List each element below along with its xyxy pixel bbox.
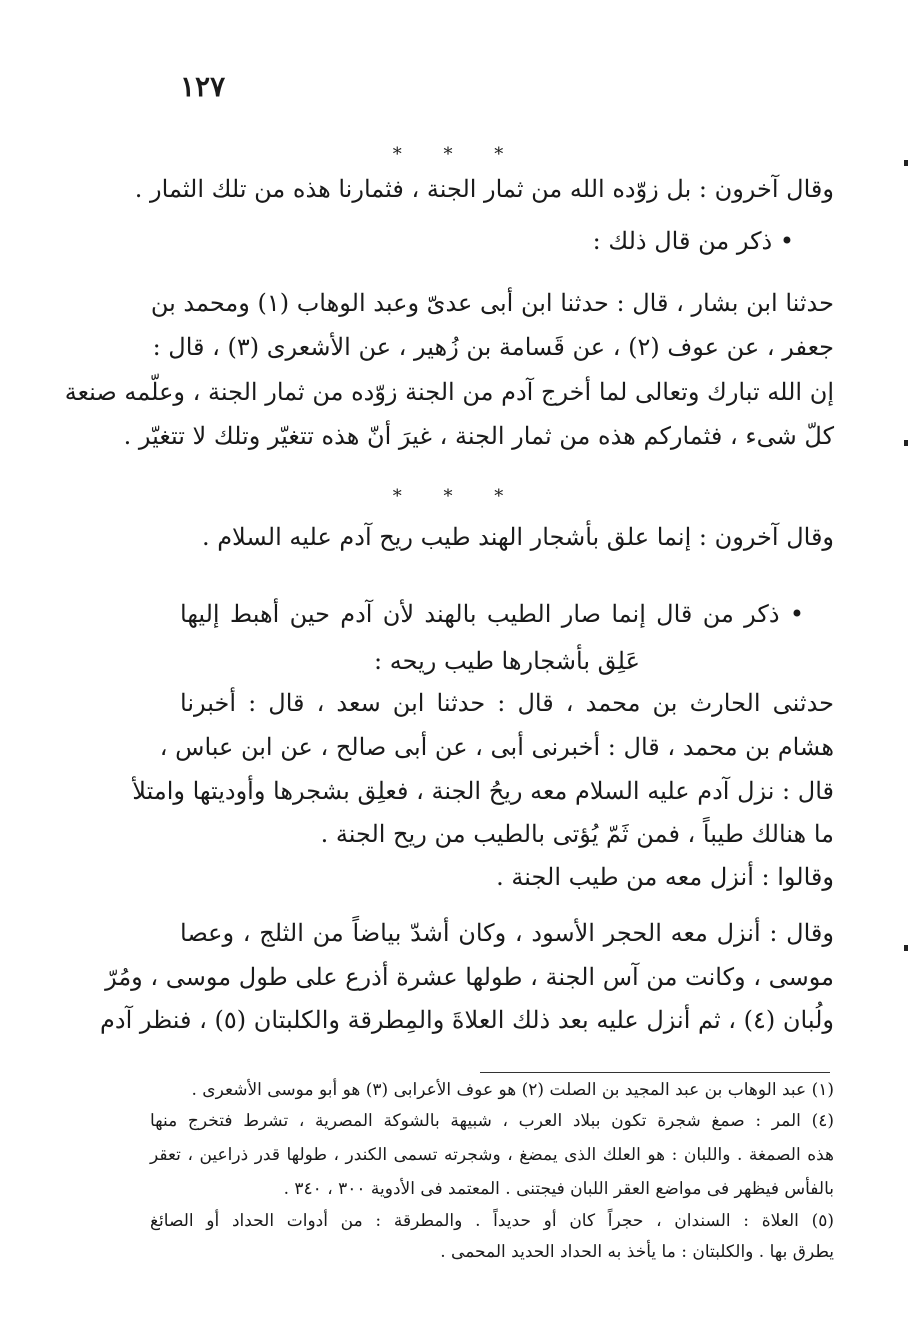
- margin-mark: [904, 440, 908, 446]
- footnote-line: بالفأس فيظهر فى مواضع العقر اللبان فيجتنى . المعتمد فى الأدوية ٣٠٠ ، ٣٤٠ .: [283, 1179, 834, 1199]
- text-line: ولُبان (٤) ، ثم أنزل عليه بعد ذلك العلاةَ والمِطرقة والكلبتان (٥) ، فنظر آدم: [100, 1006, 834, 1034]
- text-line: وقال آخرون : إنما علق بأشجار الهند طيب ريح آدم عليه السلام .: [201, 523, 834, 551]
- section-heading: • ذكر من قال ذلك :: [592, 227, 794, 255]
- margin-mark: [904, 945, 908, 951]
- text-line: وقال آخرون : بل زوّده الله من ثمار الجنة ، فثمارنا هذه من تلك الثمار .: [134, 175, 834, 203]
- text-line: موسى ، وكانت من آس الجنة ، طولها عشرة أذرع على طول موسى ، ومُرّ: [105, 963, 834, 991]
- footnote-divider: [480, 1072, 830, 1073]
- footnote-line: (١) عبد الوهاب بن عبد المجيد بن الصلت (٢) هو عوف الأعرابى (٣) هو أبو موسى الأشعرى .: [191, 1080, 834, 1100]
- text-line: هشام بن محمد ، قال : أخبرنى أبى ، عن أبى صالح ، عن ابن عباس ،: [159, 733, 834, 761]
- text-line: قال : نزل آدم عليه السلام معه ريحُ الجنة ، فعلِق بشجرها وأوديتها وامتلأ: [132, 777, 834, 805]
- text-line: جعفر ، عن عوف (٢) ، عن قَسامة بن زُهير ، عن الأشعرى (٣) ، قال :: [152, 333, 834, 361]
- footnote-line: يطرق بها . والكلبتان : ما يأخذ به الحداد الحديد المحمى .: [440, 1242, 834, 1262]
- text-line: حدثنى الحارث بن محمد ، قال : حدثنا ابن سعد ، قال : أخبرنا: [180, 689, 834, 717]
- section-heading: • ذكر من قال إنما صار الطيب بالهند لأن آدم حين أهبط إليها: [180, 600, 804, 628]
- text-line: ما هنالك طيباً ، فمن ثَمّ يُؤتى بالطيب من ريح الجنة .: [320, 820, 834, 848]
- section-separator: * * *: [392, 144, 522, 165]
- section-separator: * * *: [392, 486, 522, 507]
- page-number: ١٢٧: [180, 70, 226, 103]
- text-line: إن الله تبارك وتعالى لما أخرج آدم من الجنة زوّده من ثمار الجنة ، وعلّمه صنعة: [64, 378, 834, 406]
- text-line: كلّ شىء ، فثماركم هذه من ثمار الجنة ، غيرَ أنّ هذه تتغيّر وتلك لا تتغيّر .: [123, 422, 834, 450]
- margin-mark: [904, 160, 908, 166]
- footnote-line: (٥) العلاة : السندان ، حجراً كان أو حديداً . والمطرقة : من أدوات الحداد أو الصائغ: [150, 1211, 834, 1231]
- text-line: وقال : أنزل معه الحجر الأسود ، وكان أشدّ بياضاً من الثلج ، وعصا: [180, 919, 834, 947]
- text-line: حدثنا ابن بشار ، قال : حدثنا ابن أبى عدىّ وعبد الوهاب (١) ومحمد بن: [150, 289, 834, 317]
- text-line: وقالوا : أنزل معه من طيب الجنة .: [496, 863, 834, 891]
- footnote-line: هذه الصمغة . واللبان : هو العلك الذى يمضغ ، وشجرته تسمى الكندر ، طولها قدر ذراعين ، تعقر: [150, 1145, 834, 1165]
- footnote-line: (٤) المر : صمغ شجرة تكون ببلاد العرب ، شبيهة بالشوكة المصرية ، تشرط فتخرج منها: [150, 1111, 834, 1131]
- section-heading: عَلِق بأشجارها طيب ريحه :: [374, 647, 640, 675]
